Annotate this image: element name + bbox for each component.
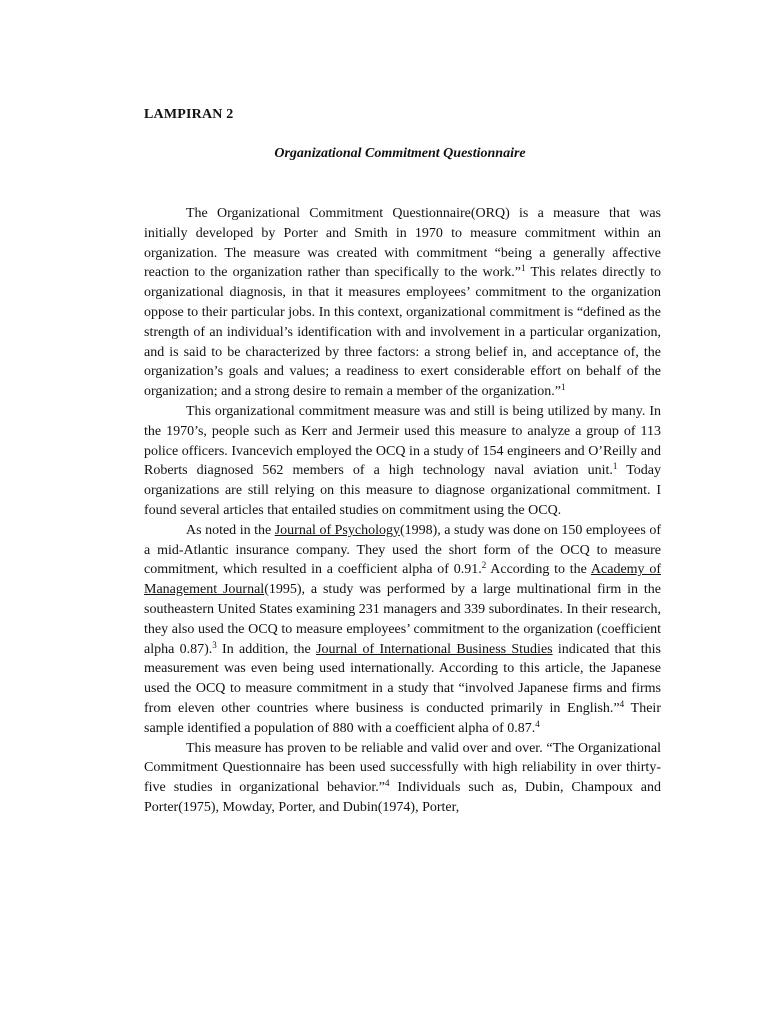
paragraph-3-text-b: (1998), a study was done on 150 employees of a mid-Atlantic insurance company. They used the short form of the OCQ to measure commitment, which resulted in a coefficient alpha of 0.91.: [144, 522, 661, 578]
footnote-ref: 2: [481, 560, 487, 571]
footnote-ref: 3: [212, 639, 217, 650]
paragraph-3-text-e: In addition, the: [216, 641, 317, 657]
document-subtitle: Organizational Commitment Questionnaire: [274, 146, 526, 161]
footnote-ref: 1: [561, 382, 566, 393]
journal-title-academy: Academy of Management Journal: [144, 562, 661, 598]
footnote-ref: 4: [384, 778, 390, 789]
paragraph-1-text-b: This relates directly to organizational diagnosis, in that it measures employees’ commitment to the organization oppose to their particular jobs. In this context, organizational commitment is “defined as the strength of an individual’s identification with and involvement in a particular organization, and is said to be characterized by three factors: a strong belief in, and acceptance of, the organization’s goals and values; a readiness to exert considerable effort on behalf of the organization; and a strong desire to remain a member of the organization.”: [144, 265, 662, 400]
journal-title-psychology: Journal of Psychology: [274, 522, 400, 538]
footnote-ref: 4: [535, 718, 540, 729]
paragraph-3-text-f: indicated that this measurement was even being used internationally. According to this article, the Japanese used the OCQ to measure commitment in a study that “involved Japanese firms and firms from eleven other countries where business is conducted primarily in English.”: [144, 641, 662, 716]
paragraph-4-text-a: This measure has proven to be reliable and valid over and over. “The Organizational Commitment Questionnaire has been used successfully with high reliability in over thirty-five studies in organizational behavior.”: [144, 740, 661, 796]
paragraph-3-text-d: (1995), a study was performed by a large multinational firm in the southeastern United States examining 231 managers and 339 subordinates. In their research, they also used the OCQ to measure employees’ commitment to the organization (coefficient alpha 0.87).: [144, 582, 661, 657]
paragraph-3-text-c: According to the: [486, 562, 591, 578]
paragraph-3-text-g: Their sample identified a population of 880 with a coefficient alpha of 0.87.: [144, 700, 661, 736]
paragraph-1-text-a: The Organizational Commitment Questionnaire(ORQ) is a measure that was initially developed by Porter and Smith in 1970 to measure commitment within an organization. The measure was created with commitment “being a generally affective reaction to the organization rather than specifically to the work.”: [144, 206, 661, 281]
paragraph-1: [144, 204, 661, 402]
footnote-ref: 4: [619, 698, 625, 709]
journal-title-international: Journal of International Business Studies: [316, 641, 553, 657]
footnote-ref: 1: [612, 461, 618, 472]
paragraph-2: [144, 402, 661, 521]
paragraph-4-text-b: Individuals such as, Dubin, Champoux and Porter(1975), Mowday, Porter, and Dubin(1974), Porter,: [144, 780, 661, 815]
footnote-ref: 1: [521, 263, 526, 274]
paragraph-2-text-b: Today organizations are still relying on this measure to diagnose organizational commitment. I found several articles that entailed studies on commitment using the OCQ.: [144, 463, 661, 518]
body-text: [144, 204, 661, 818]
page-heading: LAMPIRAN 2: [144, 107, 234, 122]
paragraph-3-text-a: As noted in the: [186, 522, 275, 538]
paragraph-3: [144, 521, 661, 739]
paragraph-4: [144, 739, 661, 818]
paragraph-2-text-a: This organizational commitment measure was and still is being utilized by many. In the 1970’s, people such as Kerr and Jermeir used this measure to analyze a group of 113 police officers. Ivancevich employed the OCQ in a study of 154 engineers and O’Reilly and Roberts diagnosed 562 members of a high technology naval aviation unit.: [144, 403, 661, 479]
